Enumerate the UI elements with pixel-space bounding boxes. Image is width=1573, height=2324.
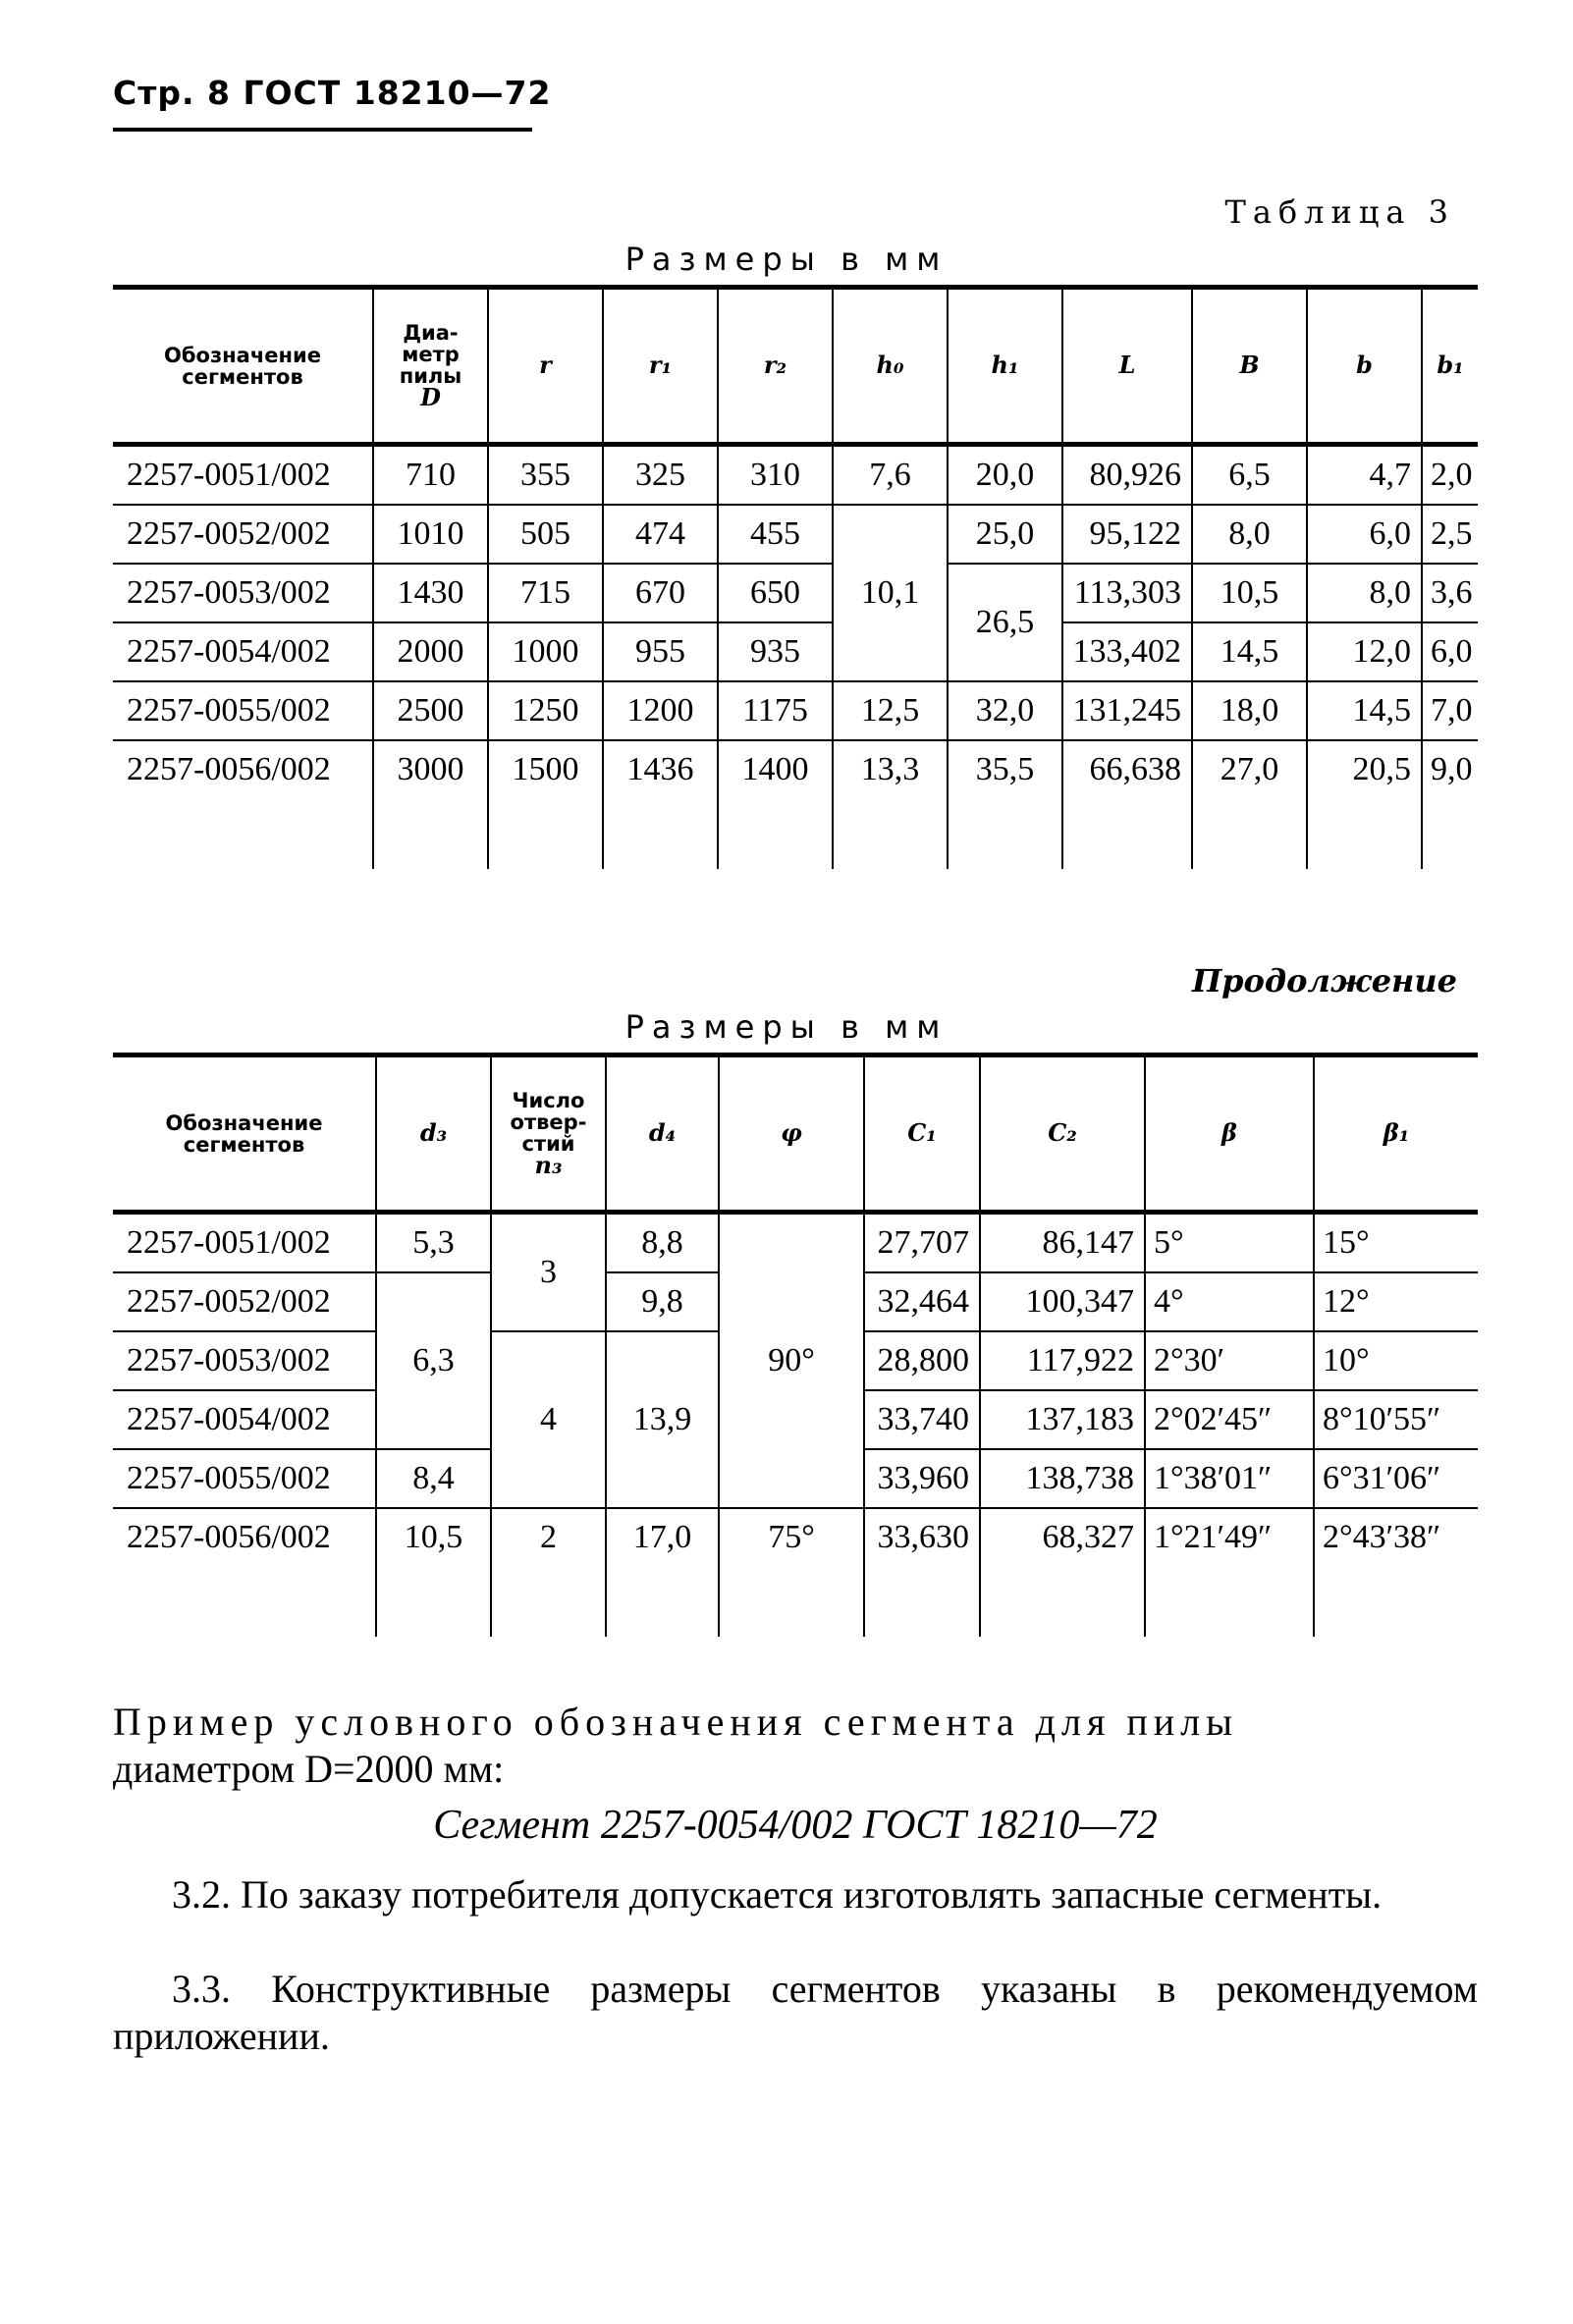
cell-d3: 5,3 <box>376 1213 491 1273</box>
cell-beta: 2°02′45″ <box>1145 1390 1314 1449</box>
cell-r: 1500 <box>488 740 603 798</box>
paragraph-3-2: 3.2. По заказу потребителя допускается изготовлять запасные сегменты. <box>172 1872 1383 1917</box>
col-header-b1 <box>1422 288 1478 445</box>
col-header-d4 <box>606 1055 719 1213</box>
table2-continuation-label: Продолжение <box>1191 962 1457 1000</box>
cell-r2: 1400 <box>718 740 833 798</box>
cell-designation: 2257-0056/002 <box>127 751 331 787</box>
cell-designation: 2257-0053/002 <box>113 564 373 622</box>
cell-r: 1000 <box>488 622 603 681</box>
cell-D: 2000 <box>373 622 488 681</box>
cell-c2: 68,327 <box>980 1508 1145 1566</box>
cell-d3: 8,4 <box>376 1449 491 1508</box>
cell-beta: 4° <box>1145 1272 1314 1331</box>
cell-beta: 5° <box>1145 1213 1314 1273</box>
col-header-designation: Обозначение сегментов <box>164 343 321 389</box>
cell-b: 14,5 <box>1307 681 1422 740</box>
col-header-phi <box>719 1055 864 1213</box>
cell-b: 4,7 <box>1307 445 1422 506</box>
cell-designation: 2257-0054/002 <box>113 622 373 681</box>
holes-symbol: n₃ <box>534 1151 563 1179</box>
cell-b1: 6,0 <box>1422 622 1478 681</box>
cell-B: 8,0 <box>1192 505 1307 564</box>
table-row <box>113 1213 1478 1273</box>
cell-h1: 35,5 <box>948 740 1062 798</box>
page-header: Стр. 8 ГОСТ 18210—72 <box>113 74 552 112</box>
cell-r2: 310 <box>718 445 833 506</box>
cell-designation: 2257-0051/002 <box>113 1213 376 1273</box>
col-header-h0 <box>833 288 948 445</box>
cell-r1: 1200 <box>603 681 718 740</box>
cell-c1: 32,464 <box>864 1272 980 1331</box>
col-header-d3 <box>376 1055 491 1213</box>
diameter-label: Диа-метр пилы <box>399 321 462 388</box>
cell-beta1: 2°43′38″ <box>1314 1508 1478 1566</box>
cell-beta: 1°38′01″ <box>1145 1449 1314 1508</box>
cell-designation: 2257-0055/002 <box>113 681 373 740</box>
cell-B: 27,0 <box>1192 740 1307 798</box>
cell-r2: 935 <box>718 622 833 681</box>
paragraph-3-3: 3.3. Конструктивные размеры сегментов указаны в рекомендуемом приложении. <box>113 1967 1478 2058</box>
cell-b: 8,0 <box>1307 564 1422 622</box>
b-symbol: b <box>1356 351 1373 379</box>
cell-c2: 117,922 <box>980 1331 1145 1390</box>
cell-beta1: 10° <box>1314 1331 1478 1390</box>
cell-beta1: 6°31′06″ <box>1314 1449 1478 1508</box>
cell-c1: 33,740 <box>864 1390 980 1449</box>
table1-units: Размеры в мм <box>624 241 949 278</box>
cell-B: 14,5 <box>1192 622 1307 681</box>
cell-r1: 1436 <box>603 740 718 798</box>
cell-d3: 10,5 <box>376 1508 491 1566</box>
cell-b1: 2,5 <box>1422 505 1478 564</box>
cell-r1: 670 <box>603 564 718 622</box>
col-header-beta1 <box>1314 1055 1478 1213</box>
table-sizes-continuation <box>113 1053 1478 1637</box>
cell-b1: 2,0 <box>1422 445 1478 506</box>
cell-h0: 12,5 <box>833 681 948 740</box>
col-header-B <box>1192 288 1307 445</box>
cell-designation: 2257-0053/002 <box>113 1331 376 1390</box>
col-header-h1 <box>948 288 1062 445</box>
cell-B: 10,5 <box>1192 564 1307 622</box>
cell-r2: 650 <box>718 564 833 622</box>
cell-L: 66,638 <box>1062 740 1192 798</box>
beta-symbol: β <box>1221 1118 1237 1147</box>
cell-L: 80,926 <box>1062 445 1192 506</box>
example-lead: Пример условного обозначения сегмента для пилы <box>113 1700 1238 1744</box>
cell-L: 113,303 <box>1062 564 1192 622</box>
cell-D: 1010 <box>373 505 488 564</box>
col-header-designation: Обозначение сегментов <box>165 1110 323 1157</box>
col-header-r1 <box>603 288 718 445</box>
cell-holes-merged: 4 <box>491 1331 606 1508</box>
cell-d4-merged: 13,9 <box>606 1331 719 1508</box>
table2-units: Размеры в мм <box>624 1008 949 1046</box>
cell-D: 3000 <box>373 740 488 798</box>
table-spacer-row <box>113 798 1478 869</box>
col-header-diameter <box>373 288 488 445</box>
cell-c2: 100,347 <box>980 1272 1145 1331</box>
holes-label: Число отвер-стий <box>510 1089 587 1156</box>
b1-symbol: b₁ <box>1437 351 1464 379</box>
example-paragraph <box>113 1699 1478 1793</box>
cell-b1: 7,0 <box>1422 681 1478 740</box>
col-header-L <box>1062 288 1192 445</box>
cell-phi: 75° <box>719 1508 864 1566</box>
col-header-r <box>488 288 603 445</box>
cell-h0-merged: 10,1 <box>833 505 948 681</box>
cell-r: 505 <box>488 505 603 564</box>
cell-d4: 17,0 <box>606 1508 719 1566</box>
c1-symbol: C₁ <box>907 1118 937 1147</box>
cell-b1: 3,6 <box>1422 564 1478 622</box>
table-row <box>113 445 1478 506</box>
cell-b1: 9,0 <box>1422 740 1478 798</box>
col-header-c2 <box>980 1055 1145 1213</box>
c2-symbol: C₂ <box>1048 1118 1077 1147</box>
cell-c2: 86,147 <box>980 1213 1145 1273</box>
B-symbol: B <box>1239 351 1260 379</box>
cell-D: 2500 <box>373 681 488 740</box>
cell-r2: 455 <box>718 505 833 564</box>
h1-symbol: h₁ <box>991 351 1019 379</box>
cell-h0: 13,3 <box>833 740 948 798</box>
cell-d3-merged: 6,3 <box>376 1272 491 1449</box>
cell-h0: 7,6 <box>833 445 948 506</box>
cell-c2: 138,738 <box>980 1449 1145 1508</box>
cell-designation: 2257-0051/002 <box>113 445 373 506</box>
table-row <box>113 622 1478 681</box>
cell-beta: 1°21′49″ <box>1145 1508 1314 1566</box>
cell-h1: 25,0 <box>948 505 1062 564</box>
cell-r1: 474 <box>603 505 718 564</box>
cell-d4: 8,8 <box>606 1213 719 1273</box>
cell-c1: 33,960 <box>864 1449 980 1508</box>
cell-h1-merged: 26,5 <box>948 564 1062 681</box>
cell-b: 20,5 <box>1307 740 1422 798</box>
table-sizes <box>113 285 1478 869</box>
table-row <box>113 564 1478 622</box>
cell-r1: 325 <box>603 445 718 506</box>
diameter-symbol: D <box>420 383 441 411</box>
cell-c1: 27,707 <box>864 1213 980 1273</box>
col-header-b <box>1307 288 1422 445</box>
col-header-holes <box>491 1055 606 1213</box>
r-symbol: r <box>539 351 552 379</box>
cell-holes: 2 <box>491 1508 606 1566</box>
cell-L: 95,122 <box>1062 505 1192 564</box>
r2-symbol: r₂ <box>763 351 787 379</box>
table1-name: Таблица 3 <box>1224 193 1455 231</box>
cell-L: 131,245 <box>1062 681 1192 740</box>
cell-D: 1430 <box>373 564 488 622</box>
cell-b: 6,0 <box>1307 505 1422 564</box>
col-header-r2 <box>718 288 833 445</box>
phi-symbol: φ <box>781 1118 802 1147</box>
table-row <box>113 505 1478 564</box>
col-header-beta <box>1145 1055 1314 1213</box>
cell-r2: 1175 <box>718 681 833 740</box>
d3-symbol: d₃ <box>419 1118 448 1147</box>
example-tail: диаметром D=2000 мм: <box>113 1747 505 1791</box>
cell-r: 355 <box>488 445 603 506</box>
designation-example: Сегмент 2257-0054/002 ГОСТ 18210—72 <box>433 1803 1158 1848</box>
cell-designation: 2257-0056/002 <box>127 1519 331 1555</box>
table-row <box>113 740 1478 798</box>
cell-beta: 2°30′ <box>1145 1331 1314 1390</box>
cell-d4: 9,8 <box>606 1272 719 1331</box>
cell-c1: 28,800 <box>864 1331 980 1390</box>
cell-beta1: 15° <box>1314 1213 1478 1273</box>
table-spacer-row <box>113 1566 1478 1637</box>
cell-designation: 2257-0054/002 <box>113 1390 376 1449</box>
header-underline <box>113 128 532 132</box>
table-row <box>113 1508 1478 1566</box>
cell-holes-merged: 3 <box>491 1213 606 1332</box>
h0-symbol: h₀ <box>876 351 904 379</box>
table-row <box>113 681 1478 740</box>
r1-symbol: r₁ <box>648 351 673 379</box>
d4-symbol: d₄ <box>648 1118 677 1147</box>
cell-phi-merged: 90° <box>719 1213 864 1509</box>
L-symbol: L <box>1118 351 1136 379</box>
cell-r1: 955 <box>603 622 718 681</box>
cell-designation: 2257-0055/002 <box>113 1449 376 1508</box>
cell-L: 133,402 <box>1062 622 1192 681</box>
cell-r: 715 <box>488 564 603 622</box>
cell-beta1: 8°10′55″ <box>1314 1390 1478 1449</box>
cell-c1: 33,630 <box>864 1508 980 1566</box>
cell-designation: 2257-0052/002 <box>113 1272 376 1331</box>
cell-beta1: 12° <box>1314 1272 1478 1331</box>
cell-designation: 2257-0052/002 <box>113 505 373 564</box>
cell-B: 6,5 <box>1192 445 1307 506</box>
col-header-c1 <box>864 1055 980 1213</box>
cell-D: 710 <box>373 445 488 506</box>
cell-h1: 32,0 <box>948 681 1062 740</box>
cell-h1: 20,0 <box>948 445 1062 506</box>
cell-B: 18,0 <box>1192 681 1307 740</box>
cell-r: 1250 <box>488 681 603 740</box>
cell-b: 12,0 <box>1307 622 1422 681</box>
cell-c2: 137,183 <box>980 1390 1145 1449</box>
beta1-symbol: β₁ <box>1383 1118 1410 1147</box>
